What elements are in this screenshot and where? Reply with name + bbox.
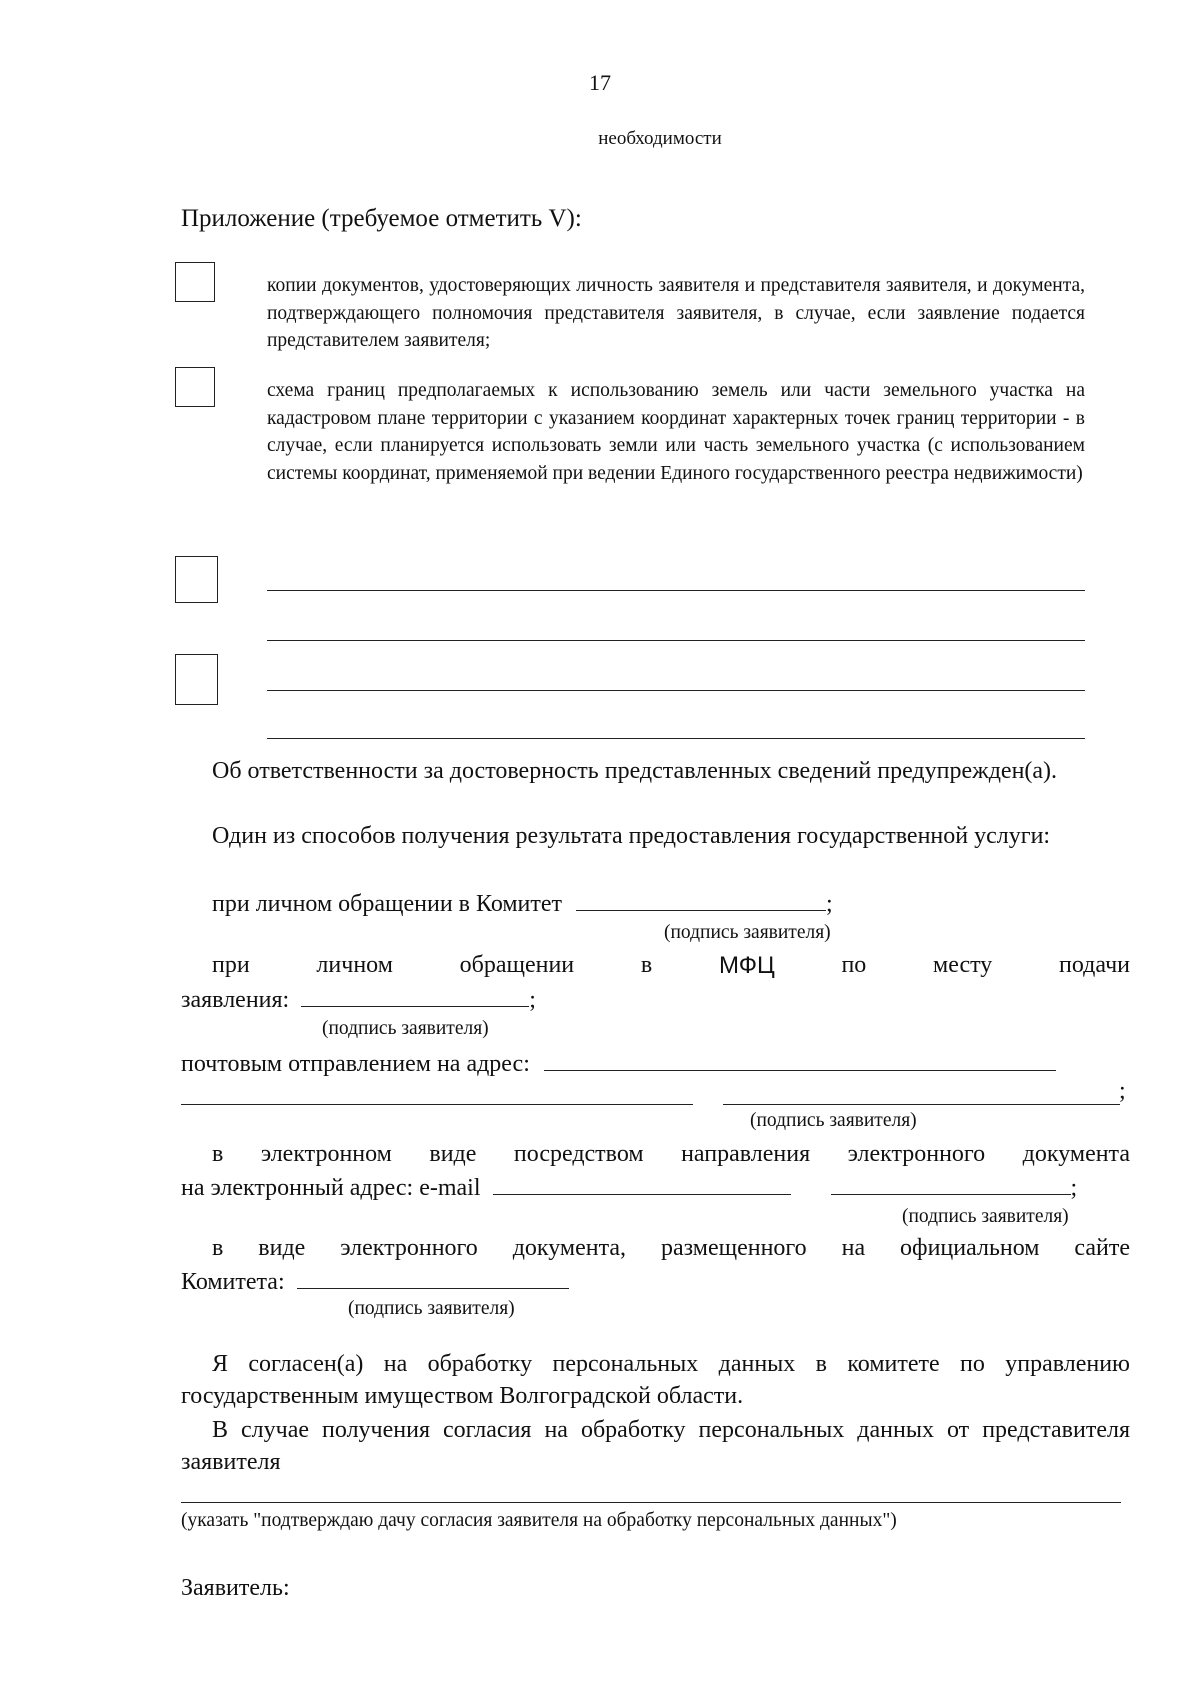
method-mfc-line — [212, 952, 1130, 980]
committee-signature-field[interactable] — [576, 888, 826, 911]
method-committee-line — [212, 888, 833, 918]
attachment-item-1: копии документов, удостоверяющих личность заявителя и представителя заявителя, и документа, подтверждающего полномочия представителя заявителя, в случае, если заявление подается представителем заявителя; — [267, 275, 1085, 351]
mfc-signature-field[interactable] — [301, 984, 529, 1007]
mfc-word: личном — [316, 952, 393, 978]
email-label: на электронный адрес: e-mail — [181, 1175, 481, 1201]
method-postal-line — [181, 1048, 1056, 1078]
email-signature-field[interactable] — [831, 1172, 1071, 1195]
consent-confirmation-field[interactable] — [181, 1502, 1121, 1503]
attachment-checkbox-3[interactable] — [175, 556, 218, 603]
method-website-line-2 — [181, 1266, 569, 1296]
signature-hint: (подпись заявителя) — [322, 1018, 489, 1039]
website-cont-label: Комитета: — [181, 1269, 285, 1295]
semicolon: ; — [1070, 1175, 1078, 1201]
semicolon: ; — [529, 987, 536, 1013]
mfc-word: подачи — [1059, 952, 1130, 978]
mfc-word: по — [841, 952, 867, 978]
attachment-blank-line-3[interactable] — [267, 690, 1085, 691]
responsibility-text: Об ответственности за достоверность представленных сведений предупрежден(а). — [212, 758, 1058, 784]
attachment-checkbox-4[interactable] — [175, 654, 218, 705]
signature-hint: (подпись заявителя) — [902, 1206, 1069, 1227]
postal-label: почтовым отправлением на адрес: — [181, 1051, 530, 1077]
continued-text: необходимости — [598, 128, 722, 149]
signature-hint: (подпись заявителя) — [348, 1298, 515, 1319]
attachment-blank-line-4[interactable] — [267, 738, 1085, 739]
postal-address-field[interactable] — [544, 1048, 1056, 1071]
semicolon: ; — [826, 891, 833, 917]
semicolon: ; — [1119, 1078, 1126, 1104]
signature-hint: (подпись заявителя) — [664, 922, 831, 943]
mfc-cont-label: заявления: — [181, 987, 290, 1013]
postal-address-field-2[interactable] — [181, 1104, 693, 1105]
attachment-item-2: схема границ предполагаемых к использованию земель или части земельного участка на кадастровом плане территории с указанием координат характерных точек границ территории - в случае, если планируется использовать земли или часть земельного участка (с использованием системы координат, применяемой при ведении Единого государственного реестра недвижимости) — [267, 380, 1085, 484]
attachments-title: Приложение (требуемое отметить V): — [181, 205, 582, 232]
attachment-checkbox-2[interactable] — [175, 367, 215, 407]
signature-hint: (подпись заявителя) — [750, 1110, 917, 1131]
method-committee-label: при личном обращении в Комитет — [212, 891, 563, 917]
website-signature-field[interactable] — [297, 1266, 569, 1289]
method-electronic-line: в электронном виде посредством направления электронного документа — [212, 1141, 1130, 1167]
consent-hint: (указать "подтверждаю дачу согласия заявителя на обработку персональных данных") — [181, 1510, 897, 1531]
methods-intro: Один из способов получения результата предоставления государственной услуги: — [212, 823, 1051, 849]
email-field[interactable] — [493, 1172, 791, 1195]
mfc-word: при — [212, 952, 250, 978]
mfc-word: обращении — [459, 952, 575, 978]
mfc-word: МФЦ — [718, 952, 775, 979]
attachment-blank-line-2[interactable] — [267, 640, 1085, 641]
attachment-checkbox-1[interactable] — [175, 262, 215, 302]
consent-text: Я согласен(а) на обработку персональных данных в комитете по управлению государственным имуществом Волгоградской области. — [181, 1351, 1130, 1409]
method-website-line: в виде электронного документа, размещенного на официальном сайте — [212, 1235, 1130, 1261]
method-electronic-line-2 — [181, 1172, 1077, 1202]
mfc-word: месту — [933, 952, 993, 978]
mfc-word: в — [640, 952, 653, 978]
method-mfc-line-2 — [181, 984, 536, 1014]
page-number: 17 — [589, 70, 611, 95]
applicant-label: Заявитель: — [181, 1575, 290, 1601]
attachment-blank-line-1[interactable] — [267, 590, 1085, 591]
consent-representative-text: В случае получения согласия на обработку персональных данных от представителя заявителя — [181, 1417, 1130, 1475]
postal-signature-field[interactable] — [723, 1104, 1120, 1105]
